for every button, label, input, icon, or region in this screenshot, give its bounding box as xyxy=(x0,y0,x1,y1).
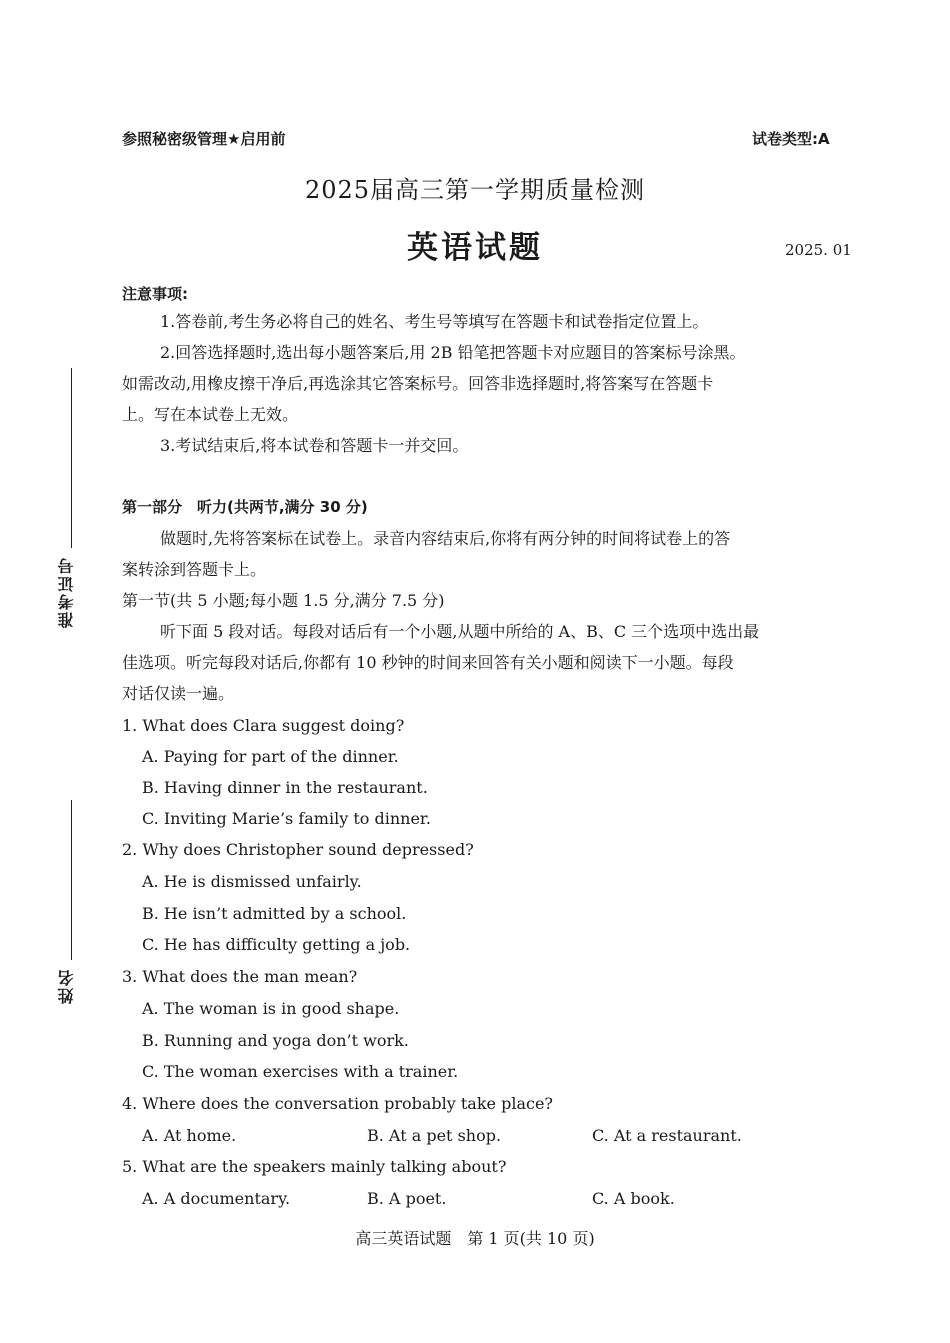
part1-intro-line-2: 案转涂到答题卡上。 xyxy=(122,560,267,579)
question-2-stem: 2. Why does Christopher sound depressed? xyxy=(122,840,474,859)
question-3-stem: 3. What does the man mean? xyxy=(122,967,358,986)
notice-heading: 注意事项: xyxy=(122,285,188,303)
question-5-stem: 5. What are the speakers mainly talking about? xyxy=(122,1157,507,1176)
question-2-option-b: B. He isn’t admitted by a school. xyxy=(142,904,407,923)
confidential-label: 参照秘密级管理★启用前 xyxy=(122,130,286,148)
question-4-option-c: C. At a restaurant. xyxy=(592,1126,742,1145)
exam-title: 2025届高三第一学期质量检测 xyxy=(304,176,646,204)
question-5-option-c: C. A book. xyxy=(592,1189,675,1208)
notice-item-1: 1.答卷前,考生务必将自己的姓名、考生号等填写在答题卡和试卷指定位置上。 xyxy=(160,312,709,331)
question-3-option-c: C. The woman exercises with a trainer. xyxy=(142,1062,459,1081)
exam-id-line xyxy=(71,368,72,548)
exam-id-label: 准考证号 xyxy=(57,556,76,628)
section1-line-1: 听下面 5 段对话。每段对话后有一个小题,从题中所给的 A、B、C 三个选项中选出最 xyxy=(160,622,760,641)
question-2-option-c: C. He has difficulty getting a job. xyxy=(142,935,411,954)
notice-item-3: 3.考试结束后,将本试卷和答题卡一并交回。 xyxy=(160,436,469,455)
exam-date: 2025. 01 xyxy=(785,241,852,259)
notice-item-2-line-1: 2.回答选择题时,选出每小题答案后,用 2B 铅笔把答题卡对应题目的答案标号涂黑。 xyxy=(160,343,746,362)
question-4-stem: 4. Where does the conversation probably take place? xyxy=(122,1094,553,1113)
subject-title: 英语试题 xyxy=(407,230,543,266)
section1-heading: 第一节(共 5 小题;每小题 1.5 分,满分 7.5 分) xyxy=(122,591,445,610)
question-3-option-a: A. The woman is in good shape. xyxy=(142,999,400,1018)
question-5-option-a: A. A documentary. xyxy=(142,1189,291,1208)
section1-line-3: 对话仅读一遍。 xyxy=(122,684,235,703)
question-1-option-a: A. Paying for part of the dinner. xyxy=(142,747,399,766)
question-1-option-b: B. Having dinner in the restaurant. xyxy=(142,778,428,797)
question-5-option-b: B. A poet. xyxy=(367,1189,447,1208)
question-4-option-b: B. At a pet shop. xyxy=(367,1126,502,1145)
question-2-option-a: A. He is dismissed unfairly. xyxy=(142,872,362,891)
part1-heading: 第一部分 听力(共两节,满分 30 分) xyxy=(122,498,368,516)
name-line xyxy=(71,800,72,960)
question-1-stem: 1. What does Clara suggest doing? xyxy=(122,716,405,735)
name-label: 姓名 xyxy=(57,968,76,1004)
notice-item-2-line-3: 上。写在本试卷上无效。 xyxy=(122,405,299,424)
section1-line-2: 佳选项。听完每段对话后,你都有 10 秒钟的时间来回答有关小题和阅读下一小题。每段 xyxy=(122,653,734,672)
paper-type-label: 试卷类型:A xyxy=(752,130,830,148)
notice-item-2-line-2: 如需改动,用橡皮擦干净后,再选涂其它答案标号。回答非选择题时,将答案写在答题卡 xyxy=(122,374,714,393)
question-1-option-c: C. Inviting Marie’s family to dinner. xyxy=(142,809,431,828)
question-3-option-b: B. Running and yoga don’t work. xyxy=(142,1031,409,1050)
part1-intro-line-1: 做题时,先将答案标在试卷上。录音内容结束后,你将有两分钟的时间将试卷上的答 xyxy=(160,529,731,548)
question-4-option-a: A. At home. xyxy=(142,1126,237,1145)
page-footer: 高三英语试题 第 1 页(共 10 页) xyxy=(355,1229,595,1248)
